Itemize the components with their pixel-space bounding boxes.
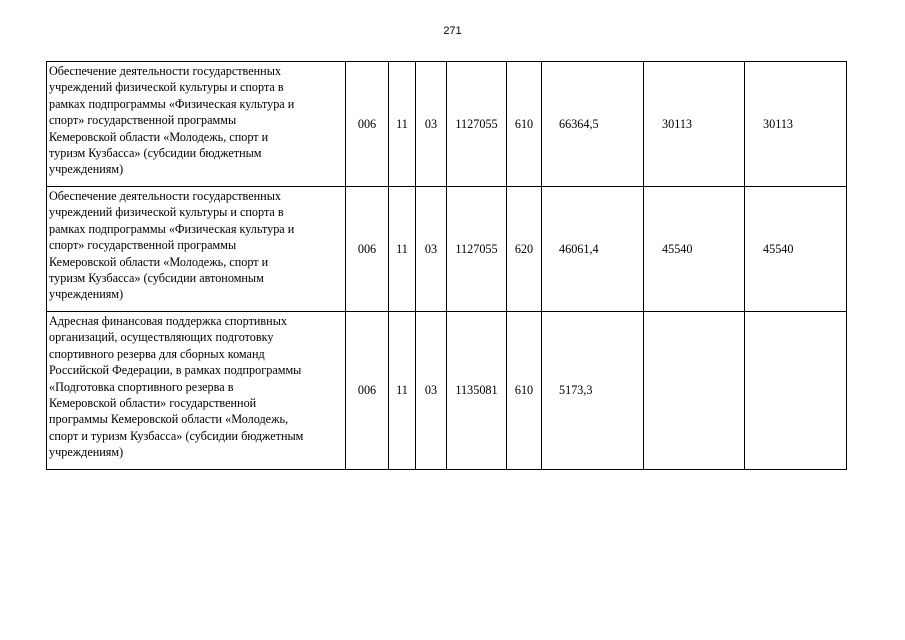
target-item-code: 1127055: [447, 187, 507, 312]
row-description: [47, 312, 346, 470]
ministry-code: 006: [346, 312, 389, 470]
budget-table: [46, 61, 847, 470]
expense-type-code: 610: [507, 312, 542, 470]
section-code: 11: [389, 312, 416, 470]
row-description: [47, 187, 346, 312]
description-line: туризм Кузбасса» (субсидии бюджетным: [49, 146, 262, 161]
amount-3: 45540: [745, 187, 847, 312]
description-line: Адресная финансовая поддержка спортивных: [49, 314, 287, 328]
description-line: спорт» государственной программы: [49, 113, 237, 128]
description-line: учреждениям): [49, 162, 124, 177]
target-item-code: 1127055: [447, 62, 507, 187]
description-line: «Подготовка спортивного резерва в: [49, 379, 234, 394]
description-line: спорт» государственной программы: [49, 238, 237, 253]
amount-2: 30113: [644, 62, 745, 187]
expense-type-code: 620: [507, 187, 542, 312]
description-line: рамках подпрограммы «Физическая культура и: [49, 221, 295, 236]
amount-3: 30113: [745, 62, 847, 187]
description-line: Кемеровской области «Молодежь, спорт и: [49, 254, 269, 269]
ministry-code: 006: [346, 187, 389, 312]
amount-1: 46061,4: [542, 187, 644, 312]
amount-2: [644, 312, 745, 470]
subsection-code: 03: [416, 312, 447, 470]
description-line: рамках подпрограммы «Физическая культура и: [49, 96, 295, 111]
description-line: учреждениям): [49, 287, 124, 302]
table-row: [47, 312, 847, 470]
description-line: Российской Федерации, в рамках подпрограммы: [49, 363, 302, 378]
row-description: [47, 62, 346, 187]
ministry-code: 006: [346, 62, 389, 187]
table-row: [47, 187, 847, 312]
description-line: программы Кемеровской области «Молодежь,: [49, 412, 289, 427]
target-item-code: 1135081: [447, 312, 507, 470]
description-line: спорт и туризм Кузбасса» (субсидии бюджетным: [49, 428, 304, 443]
amount-2: 45540: [644, 187, 745, 312]
description-line: спортивного резерва для сборных команд: [49, 346, 265, 361]
table-row: [47, 62, 847, 187]
description-line: учреждениям): [49, 445, 124, 460]
amount-1: 66364,5: [542, 62, 644, 187]
description-line: организаций, осуществляющих подготовку: [49, 330, 274, 345]
subsection-code: 03: [416, 62, 447, 187]
amount-1: 5173,3: [542, 312, 644, 470]
amount-3: [745, 312, 847, 470]
expense-type-code: 610: [507, 62, 542, 187]
description-line: туризм Кузбасса» (субсидии автономным: [49, 271, 264, 286]
description-line: Кемеровской области «Молодежь, спорт и: [49, 129, 269, 144]
subsection-code: 03: [416, 187, 447, 312]
description-line: учреждений физической культуры и спорта в: [49, 80, 284, 95]
description-line: Кемеровской области» государственной: [49, 396, 257, 411]
section-code: 11: [389, 62, 416, 187]
description-line: учреждений физической культуры и спорта в: [49, 205, 284, 220]
page-number: 271: [443, 25, 462, 37]
description-line: Обеспечение деятельности государственных: [49, 64, 281, 78]
section-code: 11: [389, 187, 416, 312]
description-line: Обеспечение деятельности государственных: [49, 189, 281, 203]
